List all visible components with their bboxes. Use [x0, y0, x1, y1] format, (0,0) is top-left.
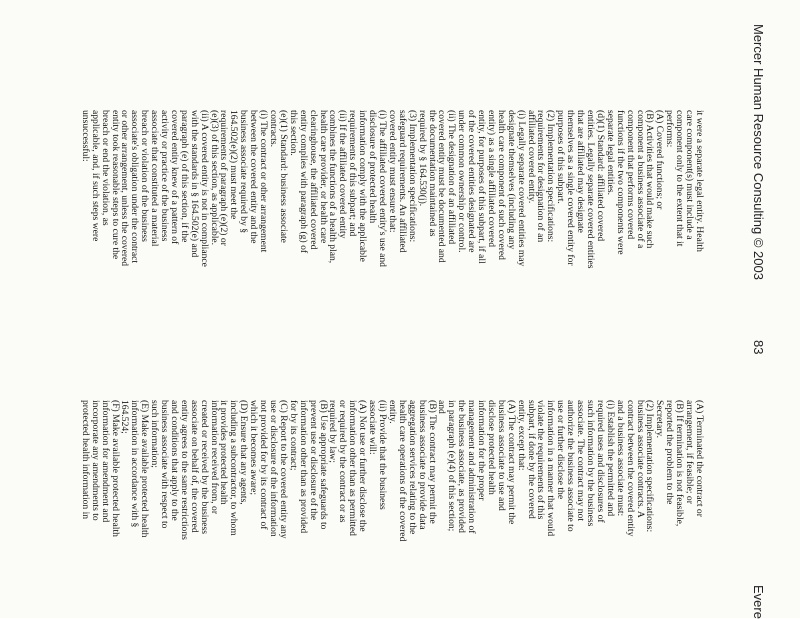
text-line: disclosure of protected health — [367, 110, 379, 224]
text-line: incorporate any amendments to — [89, 400, 101, 521]
text-line: health care operations of the covered — [396, 400, 408, 542]
text-line: 164.524; — [119, 400, 131, 434]
text-line: 164.502(e)(2) must meet the — [228, 110, 240, 220]
text-line: (A) Terminated the contract or — [694, 400, 705, 517]
text-line: associate that constituted a material — [149, 110, 161, 247]
text-line: activity or practice of the business — [159, 110, 171, 242]
text-line: breach or violation of the business — [139, 110, 151, 242]
text-line: component only to the extent that it — [674, 110, 686, 247]
text-line: entity agrees to the same restrictions — [178, 400, 190, 540]
text-line: such information; — [149, 400, 161, 468]
text-line: covered entity must be documented and — [436, 110, 448, 263]
text-line: (i) Establish the permitted and — [604, 400, 616, 517]
text-line: disclose protected health — [485, 400, 497, 495]
text-line: which it becomes aware; — [248, 400, 260, 496]
text-line: business associate with respect to — [159, 400, 171, 529]
text-line: (i) The affiliated covered entity's use and — [377, 110, 388, 267]
text-line: (i) Legally separate covered entities may — [515, 110, 527, 267]
text-line: health care component of such covered — [495, 110, 507, 260]
text-line: business associate required by § — [238, 110, 250, 234]
text-line: (E) Make available protected health — [139, 400, 151, 538]
text-line: contracts. — [268, 110, 280, 148]
text-line: or other arrangement, unless the covered — [119, 110, 131, 267]
text-line: under common ownership or control. — [456, 110, 468, 253]
text-line: functions if the two components were — [614, 110, 626, 255]
text-line: information comply with the applicable — [357, 110, 369, 262]
text-line: breach or end the violation, as — [99, 110, 111, 226]
text-line: the business associate, as provided — [456, 400, 468, 533]
text-line: (B) The contract may permit the — [426, 400, 438, 524]
text-line: (ii) A covered entity is not in compliance — [198, 110, 210, 267]
text-line: requirements of this subpart; and — [347, 110, 359, 237]
text-line: reported the problem to the — [664, 400, 676, 505]
footer-copyright: Mercer Human Resource Consulting © 2003 — [751, 24, 766, 280]
text-line: purposes of this subpart. — [555, 110, 567, 204]
text-line: information received from, or — [208, 400, 220, 515]
page-footer — [748, 0, 770, 618]
text-line: designate themselves (including any — [505, 110, 517, 250]
text-line: component that performs covered — [624, 110, 636, 240]
text-line: entity, except that: — [515, 400, 527, 471]
text-line: contract between the covered entity — [624, 400, 636, 537]
text-line: arrangement, if feasible; or — [684, 400, 696, 504]
text-line: of the covered entities designated are — [466, 110, 478, 253]
text-line: covered entity knew of a pattern of — [168, 110, 180, 245]
text-line: business associate to provide data — [416, 400, 428, 530]
text-line: the documentation maintained as — [426, 110, 438, 237]
text-line: (A) The contract may permit the — [505, 400, 517, 525]
text-line: requirements for designation of an — [535, 110, 547, 243]
text-line: (3) Implementation specifications: — [406, 110, 418, 243]
text-line: entity, for purposes of this subpart, if all — [476, 110, 488, 264]
text-line: unsuccessful: — [79, 110, 91, 162]
text-line: (ii) If the affiliated covered entity — [337, 110, 349, 239]
text-line: requirements of paragraph (e)(2) or — [218, 110, 230, 246]
text-line: information for amendment and — [99, 400, 111, 523]
text-line: combines the functions of a health plan, — [327, 110, 339, 264]
text-line: applicable, and, if such steps were — [89, 110, 101, 242]
text-line: authorize the business associate to — [565, 400, 577, 532]
text-line: use or disclosure of the information — [268, 400, 280, 537]
text-line: (ii) The designation of an affiliated — [446, 110, 458, 245]
text-line: aggregation services relating to the — [406, 400, 418, 535]
text-line: business associate contracts. A — [634, 400, 646, 518]
text-line: use or further disclose the — [555, 400, 567, 500]
text-line: performs: — [664, 110, 676, 148]
text-line: (ii) Provide that the business — [377, 400, 388, 510]
text-line: (e)(1) Standard: business associate — [277, 110, 289, 243]
text-line: separate legal entities. — [604, 110, 616, 195]
text-line: created or received by the business — [198, 400, 210, 534]
text-line: business associate to use and — [495, 400, 507, 511]
text-line: (A) Not use or further disclose the — [357, 400, 369, 532]
text-line: it were a separate legal entity. Health — [694, 110, 705, 252]
text-line: this section. — [287, 110, 299, 156]
text-line: (e)(3) of this section, as applicable. — [208, 110, 220, 246]
text-line: management and administration of — [466, 400, 478, 534]
text-line: paragraph (e) of this section, if the — [178, 110, 190, 243]
text-line: care component(s) must include a — [684, 110, 696, 240]
text-line: (2) Implementation specifications: — [644, 400, 656, 533]
text-line: such information by the business — [585, 400, 597, 527]
text-line: with the standards in § 164.502(e) and — [188, 110, 200, 258]
text-line: between the covered entity and the — [248, 110, 260, 244]
text-line: information other than as provided — [297, 400, 309, 534]
text-line: (d)(1) Standard: affiliated covered — [594, 110, 606, 242]
text-line: it provides protected health — [218, 400, 230, 505]
left-text-column — [79, 110, 705, 320]
text-line: (B) Activities that would make such — [644, 110, 656, 249]
text-line: associate will: — [367, 400, 379, 455]
text-line: information other than as permitted — [347, 400, 359, 536]
text-line: (F) Make available protected health — [109, 400, 121, 537]
text-line: component a business associate of a — [634, 110, 646, 249]
text-line: required by § 164.530(j). — [416, 110, 428, 207]
text-line: in paragraph (e)(4) of this section; — [446, 400, 458, 532]
text-line: (i) The contract or other arrangement — [258, 110, 270, 253]
text-line: entity. — [386, 400, 398, 424]
text-line: entity complies with paragraph (g) of — [297, 110, 309, 254]
text-line: Secretary. — [654, 400, 666, 438]
text-line: and — [436, 400, 448, 414]
text-line: required uses and disclosures of — [594, 400, 606, 523]
text-line: prevent use or disclosure of the — [307, 400, 319, 521]
text-line: (D) Ensure that any agents, — [238, 400, 250, 505]
text-line: themselves as a single covered entity for — [565, 110, 577, 266]
text-line: (A) Covered functions; or — [654, 110, 666, 210]
text-line: covered entity must ensure that: — [386, 110, 398, 233]
text-line: entity) as a single affiliated covered — [485, 110, 497, 248]
text-line: protected health information in — [79, 400, 91, 520]
text-line: safeguard requirements. An affiliated — [396, 110, 408, 253]
text-line: affiliated covered entity. — [525, 110, 537, 204]
footer-right-text: Evere — [751, 585, 766, 619]
text-line: or required by the contract or as — [337, 400, 349, 523]
text-line: entities. Legally separate covered entities — [585, 110, 597, 269]
text-line: clearinghouse, the affiliated covered — [307, 110, 319, 250]
text-line: associate on behalf of, the covered — [188, 400, 200, 533]
page-number: 83 — [751, 340, 766, 355]
text-line: for by its contract; — [287, 400, 299, 471]
text-line: required by law; — [327, 400, 339, 463]
text-line: (B) Use appropriate safeguards to — [317, 400, 329, 530]
text-line: violate the requirements of this — [535, 400, 547, 520]
text-line: entity took reasonable steps to cure the — [109, 110, 121, 260]
text-line: and conditions that apply to the — [168, 400, 180, 521]
text-line: and a business associate must: — [614, 400, 626, 517]
text-line: information in accordance with § — [129, 400, 141, 528]
text-line: (C) Report to the covered entity any — [277, 400, 289, 539]
text-line: including a subcontractor, to whom — [228, 400, 240, 536]
text-line: health care provider, or health care — [317, 110, 329, 244]
text-line: associate. The contract may not — [575, 400, 587, 522]
text-line: (B) If termination is not feasible, — [674, 400, 686, 527]
text-line: subpart, if done by the covered — [525, 400, 537, 519]
text-line: not provided for by its contract of — [258, 400, 270, 530]
text-line: that are affiliated may designate — [575, 110, 587, 233]
text-line: information for the proper — [476, 400, 488, 501]
text-line: associate's obligation under the contract — [129, 110, 141, 264]
right-text-column — [79, 400, 705, 610]
text-line: information in a manner that would — [545, 400, 557, 537]
text-line: (2) Implementation specifications: — [545, 110, 557, 243]
